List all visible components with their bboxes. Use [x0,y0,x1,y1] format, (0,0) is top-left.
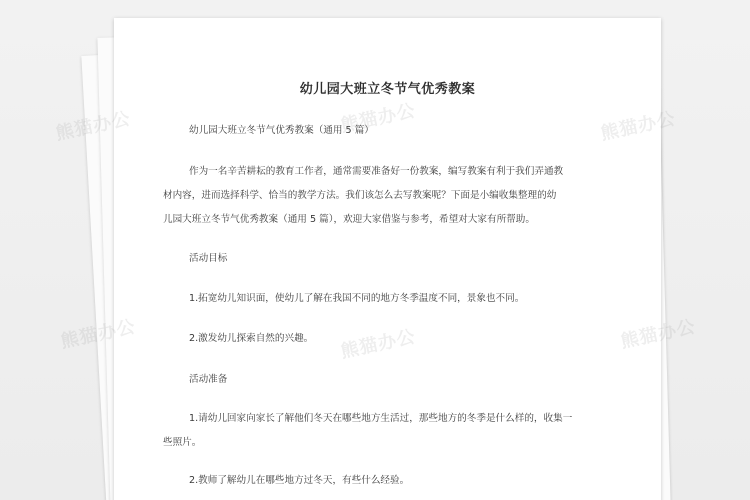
intro-line-2: 材内容，进而选择科学、恰当的教学方法。我们该怎么去写教案呢？下面是小编收集整理的幼 [163,190,557,201]
section-heading-goal: 活动目标 [189,253,228,264]
document-page [114,18,661,500]
document-subtitle: 幼儿园大班立冬节气优秀教案（通用 5 篇） [189,125,374,136]
goal-item-1: 1.拓宽幼儿知识面，使幼儿了解在我国不同的地方冬季温度不同，景象也不同。 [189,293,525,304]
intro-line-1: 作为一名辛苦耕耘的教育工作者，通常需要准备好一份教案，编写教案有利于我们弄通教 [189,166,564,177]
intro-line-3: 儿园大班立冬节气优秀教案（通用 5 篇），欢迎大家借鉴与参考，希望对大家有所帮助。 [163,214,535,225]
goal-item-2: 2.激发幼儿探索自然的兴趣。 [189,333,314,344]
document-title: 幼儿园大班立冬节气优秀教案 [299,82,476,97]
prep-item-1-line-2: 些照片。 [163,437,202,448]
prep-item-2: 2.教师了解幼儿在哪些地方过冬天，有些什么经验。 [189,475,410,486]
section-heading-prep: 活动准备 [189,374,228,385]
prep-item-1-line-1: 1.请幼儿回家向家长了解他们冬天在哪些地方生活过，那些地方的冬季是什么样的，收集一 [189,413,573,424]
